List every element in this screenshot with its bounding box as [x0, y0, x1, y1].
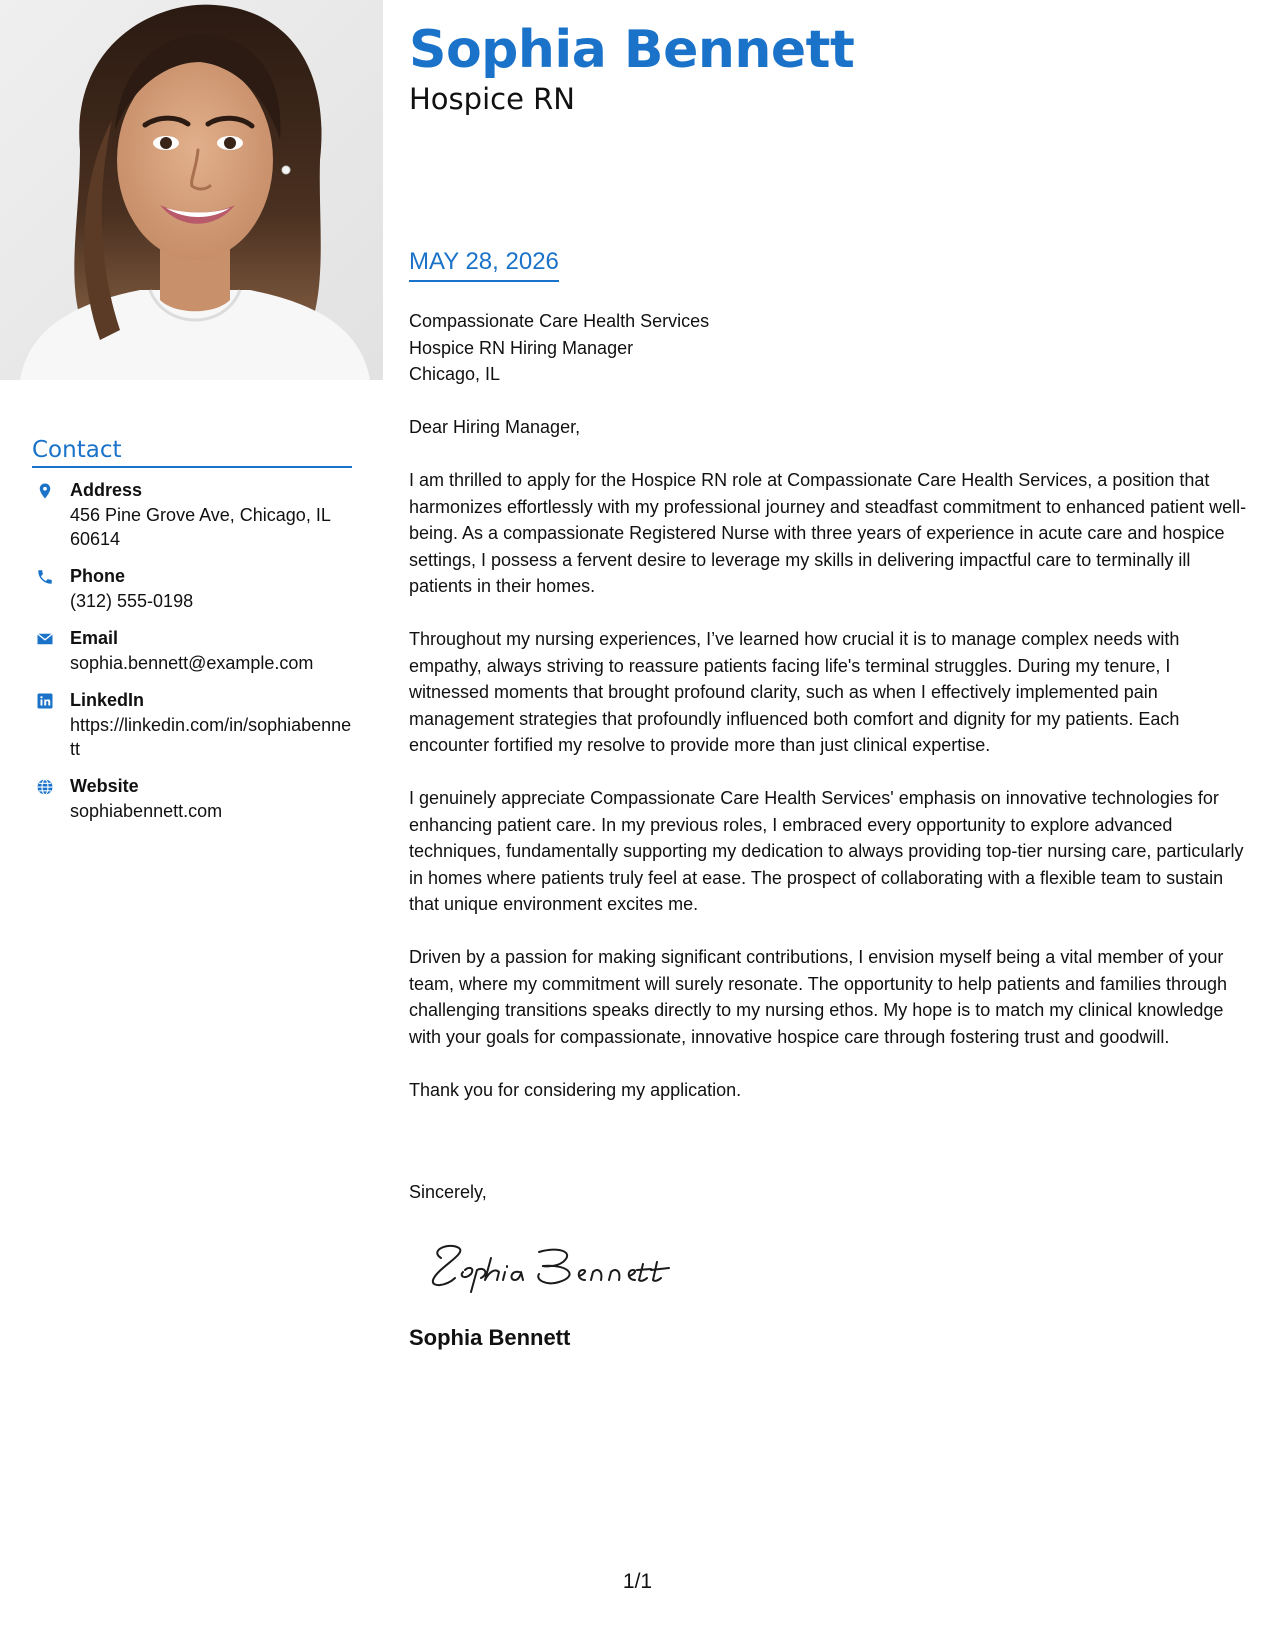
- website-value[interactable]: sophiabennett.com: [70, 801, 223, 821]
- address-label: Address: [70, 480, 143, 500]
- salutation: Dear Hiring Manager,: [409, 417, 581, 437]
- closing: Sincerely,: [409, 1182, 487, 1202]
- contact-item-phone: [32, 564, 352, 613]
- signer-name: Sophia Bennett: [409, 1325, 571, 1350]
- contact-sidebar: [32, 437, 352, 836]
- handwritten-signature: [419, 1228, 679, 1298]
- globe-icon: [32, 774, 70, 823]
- linkedin-value[interactable]: https://linkedin.com/in/sophiabennett: [70, 715, 352, 759]
- recipient-company: Compassionate Care Health Services: [409, 311, 710, 331]
- linkedin-label: LinkedIn: [70, 690, 145, 710]
- email-icon: [32, 626, 70, 675]
- linkedin-icon: [32, 688, 70, 761]
- contact-item-linkedin: [32, 688, 352, 761]
- paragraph-5: Thank you for considering my application.: [409, 1079, 742, 1100]
- contact-item-website: [32, 774, 352, 823]
- page-number: 1/1: [622, 1570, 653, 1593]
- phone-label: Phone: [70, 566, 126, 586]
- contact-list: [32, 478, 352, 823]
- recipient-location: Chicago, IL: [409, 364, 501, 384]
- phone-icon: [32, 564, 70, 613]
- email-value[interactable]: sophia.bennett@example.com: [70, 653, 314, 673]
- recipient-block: [409, 308, 709, 388]
- paragraph-3: I genuinely appreciate Compassionate Care Health Services' emphasis on innovative technologies for enhancing patient care. In my previous roles, I embraced every opportunity to explore advanced techniques, fundamentally supporting my dedication to always providing top-tier nursing care, particularly in homes where patients truly feel at ease. The prospect of collaborating with a flexible team to sustain that unique environment excites me.: [409, 788, 1244, 914]
- address-value: 456 Pine Grove Ave, Chicago, IL 60614: [70, 505, 331, 549]
- recipient-role: Hospice RN Hiring Manager: [409, 337, 634, 358]
- contact-item-email: [32, 626, 352, 675]
- applicant-name: Sophia Bennett: [409, 20, 855, 80]
- website-label: Website: [70, 776, 139, 796]
- profile-photo: [0, 0, 383, 380]
- paragraph-1: I am thrilled to apply for the Hospice RN role at Compassionate Care Health Services, a position that harmonizes effortlessly with my professional journey and steadfast commitment to enhanced patient well-being. As a compassionate Registered Nurse with three years of experience in acute care and hospice settings, I possess a fervent desire to leverage my skills in delivering impactful care to terminally ill patients in their homes.: [409, 470, 1247, 596]
- location-pin-icon: [32, 478, 70, 551]
- letter-date: MAY 28, 2026: [409, 248, 559, 282]
- job-title: Hospice RN: [409, 82, 575, 116]
- paragraph-2: Throughout my nursing experiences, I’ve learned how crucial it is to manage complex needs with empathy, always striving to reassure patients facing life's terminal struggles. During my tenure, I witnessed moments that brought profound clarity, such as when I effectively implemented pain management strategies that profoundly influenced both comfort and dignity for my patients. Each encounter fortified my resolve to provide more than just clinical expertise.: [409, 629, 1180, 755]
- letter-body: [409, 414, 1254, 1130]
- phone-value[interactable]: (312) 555-0198: [70, 591, 194, 611]
- portrait-illustration: [0, 0, 383, 380]
- contact-section-title: Contact: [32, 437, 352, 468]
- paragraph-4: Driven by a passion for making significant contributions, I envision myself being a vital member of your team, where my commitment will surely resonate. The opportunity to help patients and families through challenging transitions speaks directly to my nursing ethos. My hope is to match my clinical knowledge with your goals for compassionate, innovative hospice care through fostering trust and goodwill.: [409, 947, 1228, 1047]
- email-label: Email: [70, 628, 119, 648]
- contact-item-address: [32, 478, 352, 551]
